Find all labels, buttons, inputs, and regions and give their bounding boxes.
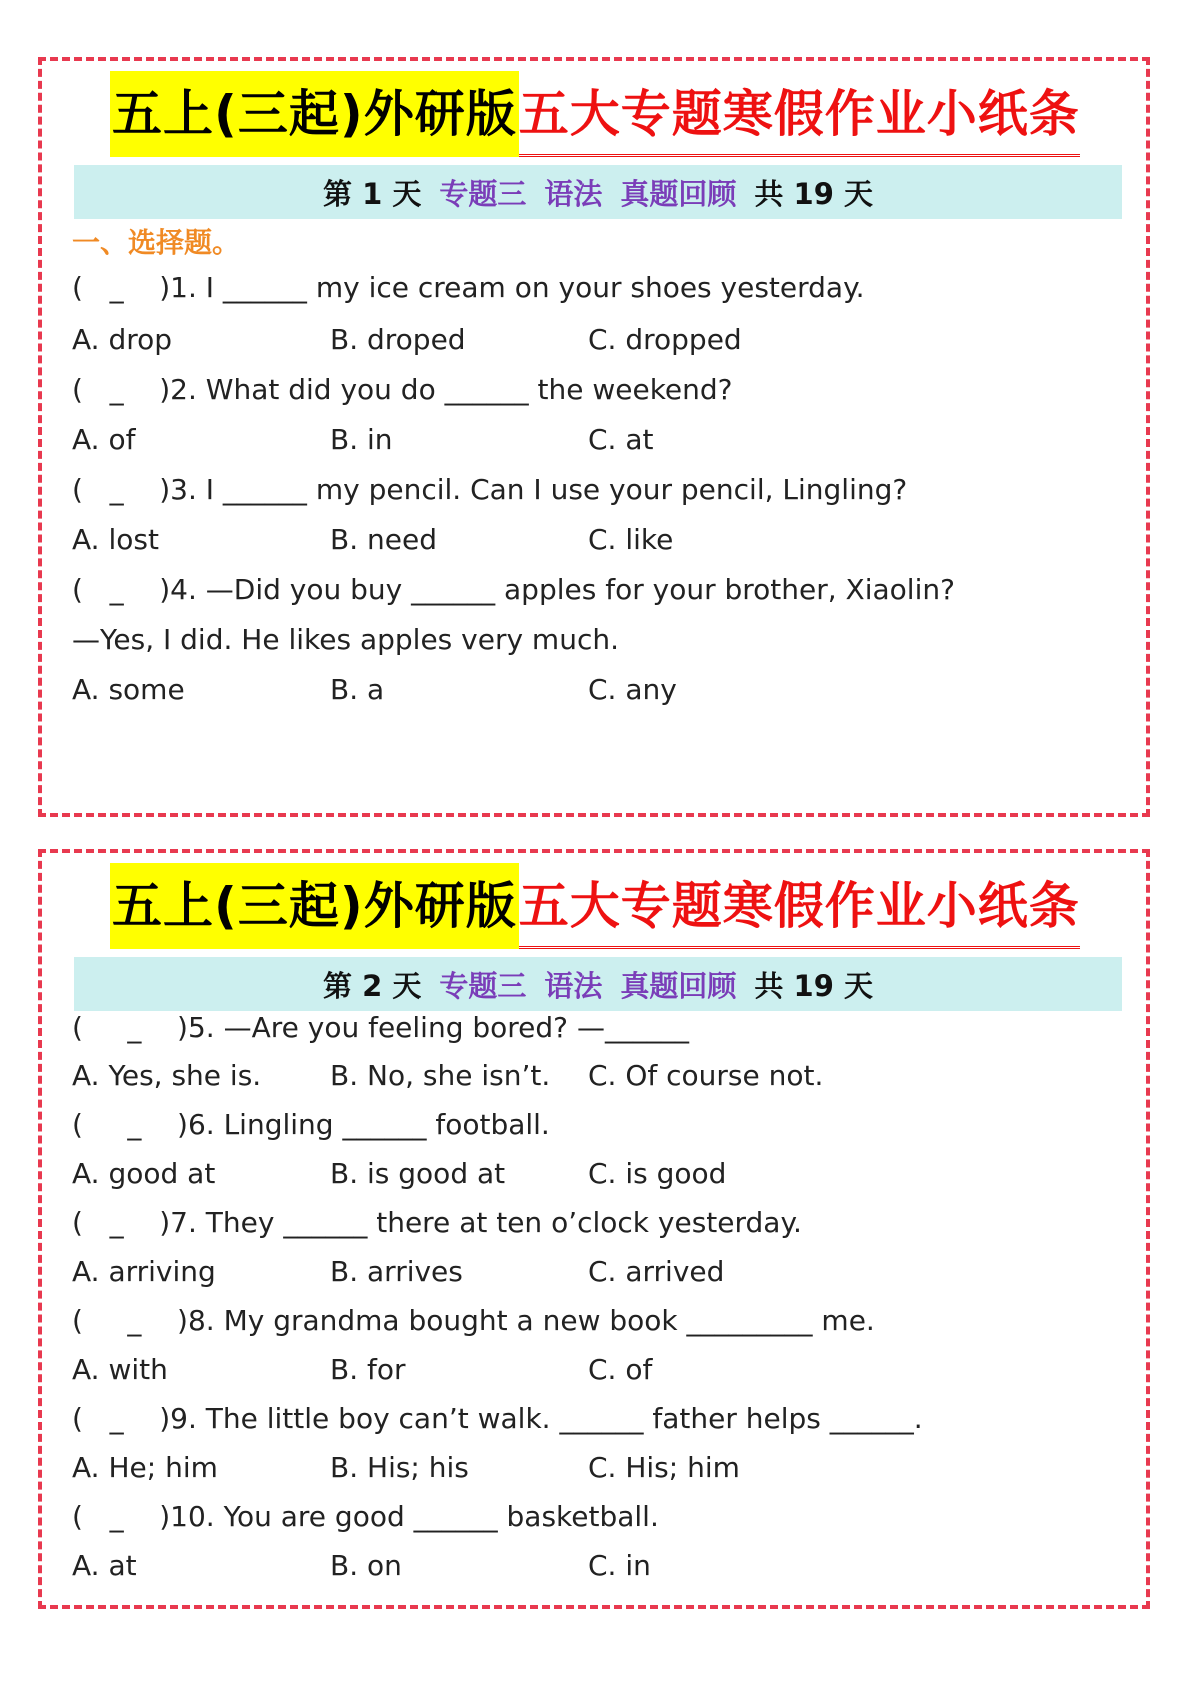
banner-total: 共 19 天 [754, 968, 873, 1003]
q5-option-c: C. Of course not. [588, 1059, 824, 1092]
q6-option-c: C. is good [588, 1157, 727, 1190]
title-highlight: 五上(三起)外研版 [110, 71, 519, 157]
q7-option-b: B. arrives [330, 1255, 463, 1288]
question-1: ( _ )1. I ______ my ice cream on your shoes yesterday. [72, 271, 865, 304]
q3-option-a: A. lost [72, 523, 159, 556]
card-title [110, 863, 1080, 949]
q6-option-b: B. is good at [330, 1157, 506, 1190]
q8-option-b: B. for [330, 1353, 406, 1386]
q10-option-b: B. on [330, 1549, 402, 1582]
q2-option-c: C. at [588, 423, 654, 456]
q1-option-c: C. dropped [588, 323, 742, 356]
day-banner [74, 165, 1122, 219]
question-6: ( _ )6. Lingling ______ football. [72, 1108, 550, 1141]
banner-topic: 专题三 [439, 176, 527, 211]
q9-option-b: B. His; his [330, 1451, 469, 1484]
q9-option-a: A. He; him [72, 1451, 218, 1484]
banner-topic: 专题三 [439, 968, 527, 1003]
q7-option-a: A. arriving [72, 1255, 216, 1288]
banner-review: 真题回顾 [620, 968, 737, 1003]
worksheet-card-day2 [38, 849, 1150, 1609]
q4-option-c: C. any [588, 673, 677, 706]
banner-category: 语法 [544, 176, 603, 211]
q3-option-b: B. need [330, 523, 437, 556]
question-2: ( _ )2. What did you do ______ the weekend? [72, 373, 733, 406]
day-banner [74, 957, 1122, 1011]
question-3: ( _ )3. I ______ my pencil. Can I use your pencil, Lingling? [72, 473, 908, 506]
q2-option-b: B. in [330, 423, 393, 456]
q10-option-c: C. in [588, 1549, 651, 1582]
worksheet-card-day1 [38, 57, 1150, 817]
banner-category: 语法 [544, 968, 603, 1003]
q9-option-c: C. His; him [588, 1451, 740, 1484]
q7-option-c: C. arrived [588, 1255, 725, 1288]
title-main: 五大专题寒假作业小纸条 [519, 71, 1080, 157]
q8-option-c: C. of [588, 1353, 653, 1386]
question-4: ( _ )4. —Did you buy ______ apples for your brother, Xiaolin? [72, 573, 955, 606]
q2-option-a: A. of [72, 423, 136, 456]
question-9: ( _ )9. The little boy can’t walk. ______ father helps ______. [72, 1402, 923, 1435]
q1-option-a: A. drop [72, 323, 173, 356]
banner-day: 第 2 天 [323, 968, 422, 1003]
banner-total: 共 19 天 [754, 176, 873, 211]
banner-day: 第 1 天 [323, 176, 422, 211]
question-4-reply: —Yes, I did. He likes apples very much. [72, 623, 619, 656]
question-10: ( _ )10. You are good ______ basketball. [72, 1500, 659, 1533]
q8-option-a: A. with [72, 1353, 168, 1386]
title-highlight: 五上(三起)外研版 [110, 863, 519, 949]
q3-option-c: C. like [588, 523, 674, 556]
q10-option-a: A. at [72, 1549, 137, 1582]
section-heading: 一、选择题。 [72, 226, 241, 259]
title-main: 五大专题寒假作业小纸条 [519, 863, 1080, 949]
q1-option-b: B. droped [330, 323, 466, 356]
question-5: ( _ )5. —Are you feeling bored? —______ [72, 1011, 689, 1044]
question-7: ( _ )7. They ______ there at ten o’clock yesterday. [72, 1206, 802, 1239]
q5-option-b: B. No, she isn’t. [330, 1059, 551, 1092]
question-8: ( _ )8. My grandma bought a new book _________ me. [72, 1304, 875, 1337]
q4-option-b: B. a [330, 673, 385, 706]
q5-option-a: A. Yes, she is. [72, 1059, 262, 1092]
banner-review: 真题回顾 [620, 176, 737, 211]
q4-option-a: A. some [72, 673, 185, 706]
card-title [110, 71, 1080, 157]
q6-option-a: A. good at [72, 1157, 216, 1190]
